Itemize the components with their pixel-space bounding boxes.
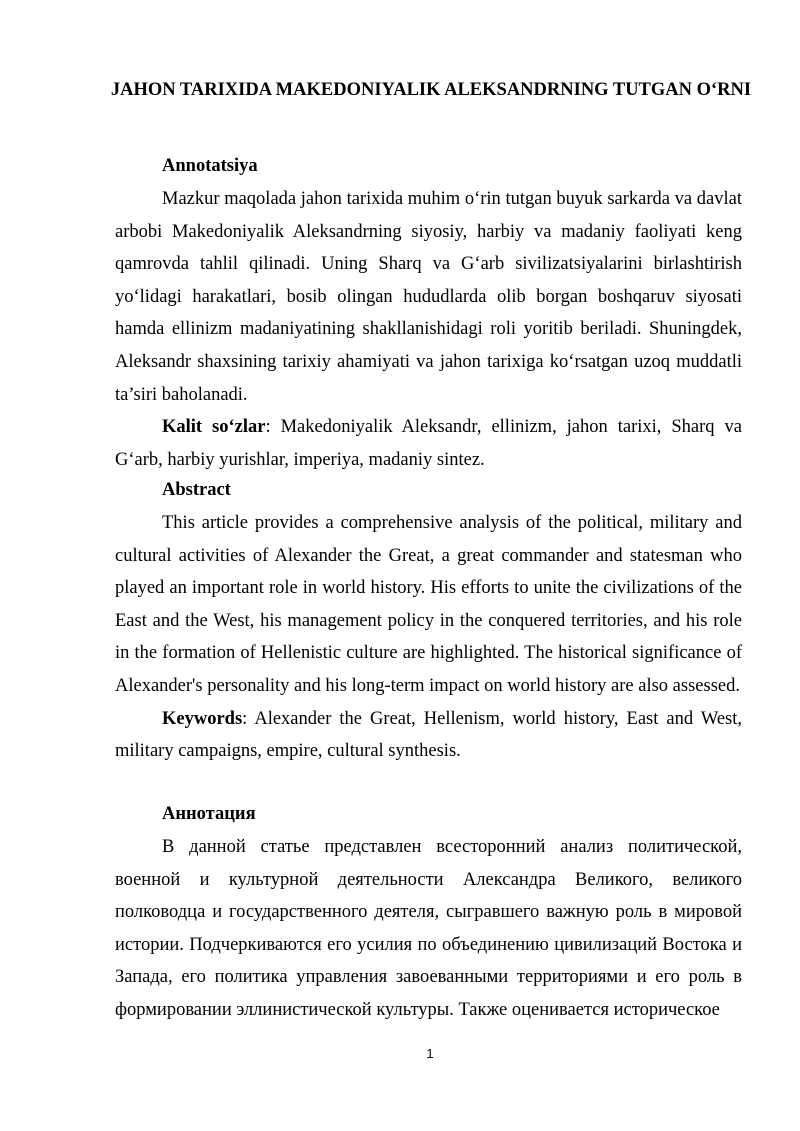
ru-abstract-heading: Аннотация [162,804,256,824]
uz-abstract-text: Mazkur maqolada jahon tarixida muhim o‘rin tutgan buyuk sarkarda va davlat arbobi Makedoniyalik Aleksandrning siyosiy, harbiy va madaniy faoliyati keng qamrovda tahlil qilinadi. Uning Sharq va G‘arb sivilizatsiyalarini birlashtirish yo‘lidagi harakatlari, bosib olingan hududlarda olib borgan boshqaruv siyosati hamda ellinizm madaniyatining shakllanishidagi roli yoritib beriladi. Shuningdek, Aleksandr shaxsining tarixiy ahamiyati va jahon tarixiga ko‘rsatgan uzoq muddatli ta’siri baholanadi. [115,189,742,405]
ru-abstract-text: В данной статье представлен всесторонний анализ политической, военной и культурной деятельности Александра Великого, великого полководца и государственного деятеля, сыгравшего важную роль в мировой истории. Подчеркиваются его усилия по объединению цивилизаций Востока и Запада, его политика управления завоеванными территориями и его роль в формировании эллинистической культуры. Также оценивается историческое [115,837,742,1020]
article-title: JAHON TARIXIDA MAKEDONIYALIK ALEKSANDRNING TUTGAN O‘RNI [110,80,752,100]
en-abstract-text: This article provides a comprehensive analysis of the political, military and cultural activities of Alexander the Great, a great commander and statesman who played an important role in world history. His efforts to unite the civilizations of the East and the West, his management policy in the conquered territories, and his role in the formation of Hellenistic culture are highlighted. The historical significance of Alexander's personality and his long-term impact on world history are also assessed. [115,513,742,696]
en-keywords-label: Keywords [162,708,243,729]
uz-keywords-text: : Makedoniyalik Aleksandr, ellinizm, jahon tarixi, Sharq va G‘arb, harbiy yurishlar, imperiya, madaniy sintez. [115,417,742,470]
en-abstract-heading: Abstract [162,480,231,500]
en-abstract-section [115,474,742,768]
en-keywords-text: : Alexander the Great, Hellenism, world history, East and West, military campaigns, empire, cultural synthesis. [115,708,742,762]
uz-abstract-section [115,150,742,476]
uz-keywords [115,411,742,476]
uz-abstract-heading: Annotatsiya [162,156,258,176]
uz-keywords-label: Kalit so‘zlar [162,417,266,438]
ru-abstract-section [115,798,742,1027]
en-keywords [115,703,742,768]
page-number: 1 [426,1046,434,1061]
